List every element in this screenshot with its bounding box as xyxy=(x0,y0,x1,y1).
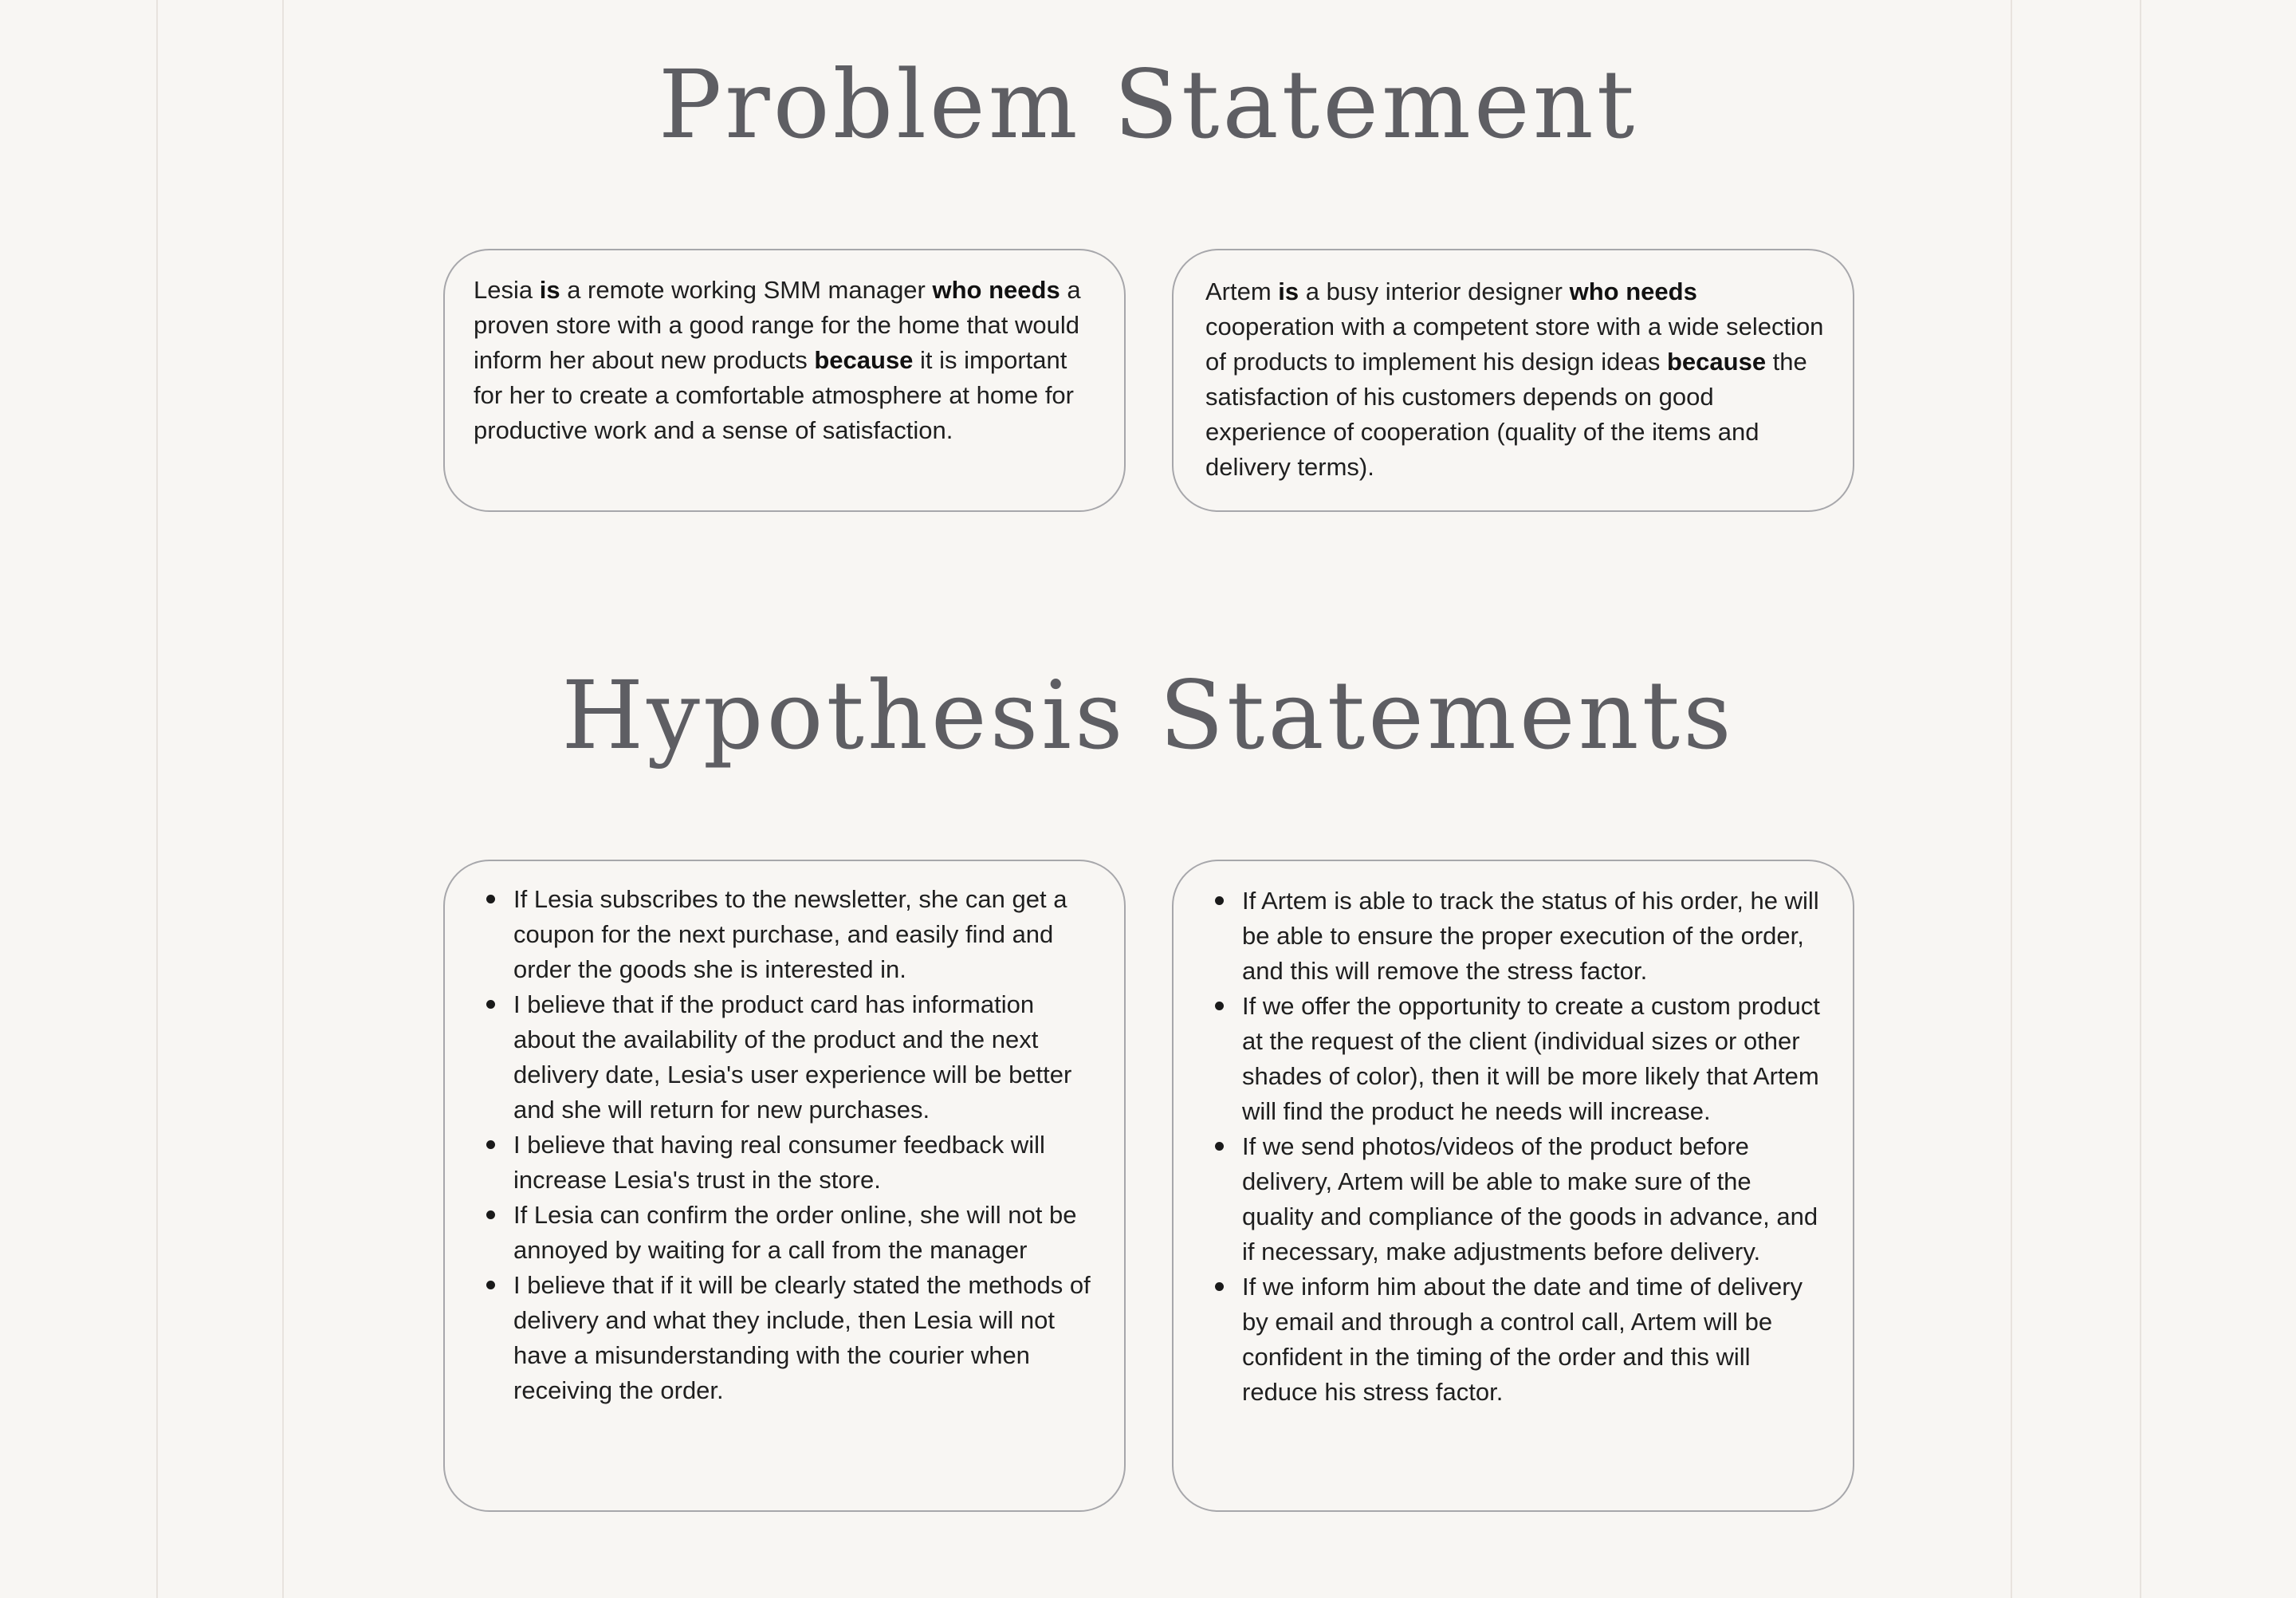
problem-text-artem xyxy=(1205,274,1824,485)
guide-line-inner-left xyxy=(282,0,284,1598)
guide-line-inner-right xyxy=(2011,0,2012,1598)
text-segment: a remote working SMM manager xyxy=(560,276,933,304)
text-segment: cooperation with a competent store with a wide selection of products to implement his design ideas xyxy=(1205,313,1824,376)
list-item-text: I believe that having real consumer feedback will increase Lesia's trust in the store. xyxy=(513,1131,1045,1194)
guide-line-outer-left xyxy=(156,0,158,1598)
problem-text-lesia xyxy=(474,273,1095,448)
list-item-text: If we offer the opportunity to create a custom product at the request of the client (individual sizes or other shades of color), then it will be more likely that Artem will find the product he needs will increase. xyxy=(1242,992,1820,1125)
text-segment: it is important for her to create a comfortable atmosphere at home for productive work and a sense of satisfaction. xyxy=(474,346,1074,444)
bold-keyword: because xyxy=(814,346,914,374)
list-item-text: If Lesia can confirm the order online, she will not be annoyed by waiting for a call from the manager xyxy=(513,1201,1077,1264)
hypothesis-card-artem xyxy=(1172,860,1854,1512)
bold-keyword: because xyxy=(1666,348,1767,376)
text-segment: a proven store with a good range for the home that would inform her about new products xyxy=(474,276,1081,374)
list-item-text: I believe that if the product card has information about the availability of the product and the next delivery date, Lesia's user experience will be better and she will return for new purchases. xyxy=(513,990,1072,1124)
list-item-text: If we inform him about the date and time of delivery by email and through a control call, Artem will be confident in the timing of the order and this will reduce his stress factor. xyxy=(1242,1273,1803,1406)
hypothesis-list-artem xyxy=(1205,884,1824,1410)
list-item-text: I believe that if it will be clearly stated the methods of delivery and what they include, then Lesia will not have a misunderstanding with the courier when receiving the order. xyxy=(513,1271,1091,1404)
problem-card-artem xyxy=(1172,249,1854,512)
bullet-icon xyxy=(1215,896,1224,905)
list-item xyxy=(477,1128,1095,1198)
list-item xyxy=(477,882,1095,987)
bold-keyword: who needs xyxy=(1569,277,1697,305)
bold-keyword: is xyxy=(539,276,560,304)
problem-statement-title: Problem Statement xyxy=(658,49,1638,159)
list-item xyxy=(1205,884,1824,989)
bold-keyword: who needs xyxy=(932,276,1060,304)
bullet-icon xyxy=(1215,1002,1224,1010)
hypothesis-list-lesia xyxy=(477,882,1095,1408)
bullet-icon xyxy=(486,1210,495,1219)
bullet-icon xyxy=(1215,1282,1224,1291)
text-segment: Artem xyxy=(1205,277,1279,305)
text-segment: the satisfaction of his customers depends on good experience of cooperation (quality of the items and delivery terms). xyxy=(1205,348,1807,481)
hypothesis-statements-title: Hypothesis Statements xyxy=(561,660,1735,770)
bullet-icon xyxy=(1215,1142,1224,1151)
list-item xyxy=(1205,989,1824,1129)
list-item-text: If we send photos/videos of the product before delivery, Artem will be able to make sure of the quality and compliance of the goods in advance, and if necessary, make adjustments before delivery. xyxy=(1242,1132,1818,1265)
bullet-icon xyxy=(486,1281,495,1289)
list-item-text: If Lesia subscribes to the newsletter, she can get a coupon for the next purchase, and easily find and order the goods she is interested in. xyxy=(513,885,1067,983)
list-item xyxy=(477,1268,1095,1408)
guide-line-outer-right xyxy=(2140,0,2141,1598)
text-segment: Lesia xyxy=(474,276,540,304)
hypothesis-card-lesia xyxy=(443,860,1126,1512)
list-item-text: If Artem is able to track the status of his order, he will be able to ensure the proper execution of the order, and this will remove the stress factor. xyxy=(1242,887,1819,985)
list-item xyxy=(477,987,1095,1128)
bullet-icon xyxy=(486,1140,495,1149)
list-item xyxy=(477,1198,1095,1268)
bullet-icon xyxy=(486,1000,495,1009)
list-item xyxy=(1205,1269,1824,1410)
problem-card-lesia xyxy=(443,249,1126,512)
bold-keyword: is xyxy=(1278,277,1299,305)
text-segment: a busy interior designer xyxy=(1299,277,1570,305)
list-item xyxy=(1205,1129,1824,1269)
bullet-icon xyxy=(486,895,495,903)
